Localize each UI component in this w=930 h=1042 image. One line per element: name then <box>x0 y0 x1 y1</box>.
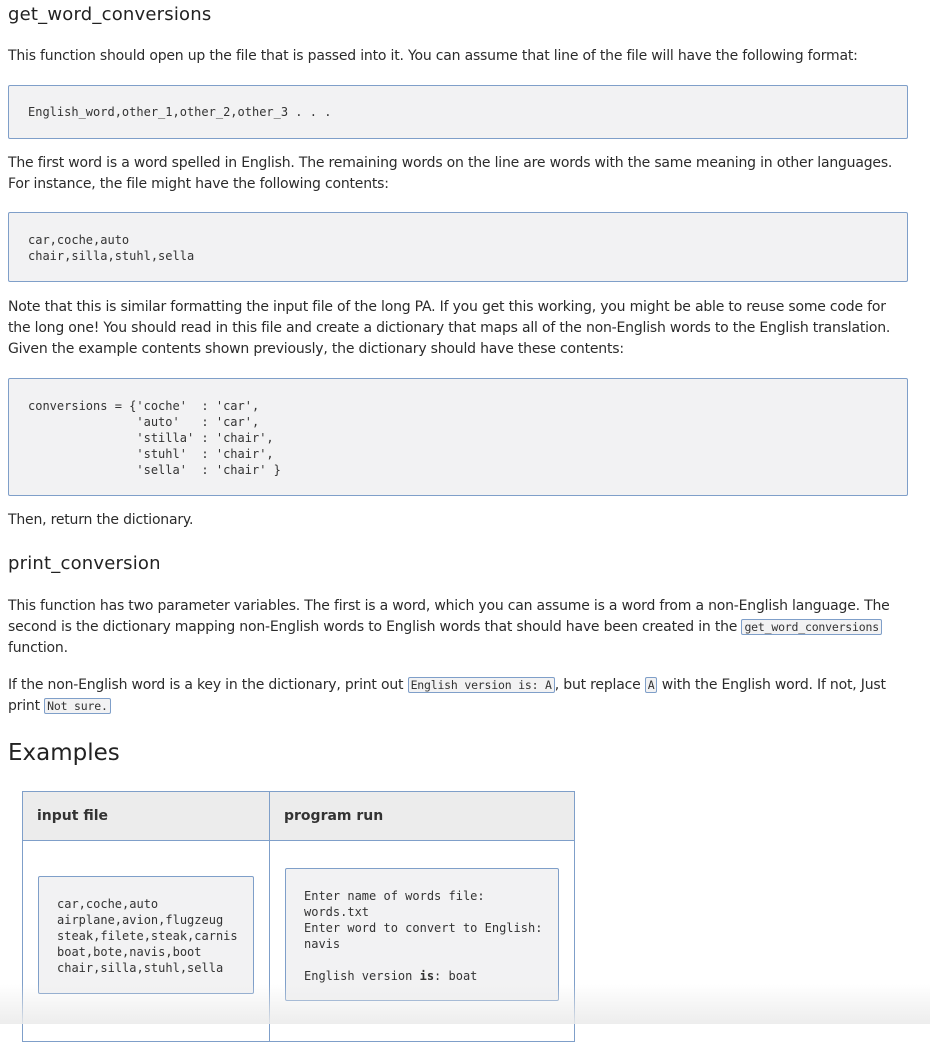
inline-code-get-word-conversions: get_word_conversions <box>741 619 881 635</box>
inline-code-english-version: English version is: A <box>408 677 555 693</box>
input-file-code: car,coche,auto airplane,avion,flugzeug steak,filete,steak,carnis boat,bote,navis,boot chair,silla,stuhl,sella <box>57 897 238 975</box>
column-header-program-run: program run <box>270 792 575 841</box>
section-title-get-word-conversions: get_word_conversions <box>8 4 212 25</box>
inline-code-a: A <box>645 677 658 693</box>
dictionary-code-block <box>8 378 908 496</box>
run-line-1: Enter name of words file: <box>304 889 485 903</box>
note-paragraph: Note that this is similar formatting the input file of the long PA. If you get this working, you might be able to reuse some code for the long one! You should read in this file and create a dictionary that maps all of the non-English words to the English translation. Given the example contents shown previously, the dictionary should have these contents: <box>8 299 891 357</box>
run-line-3: Enter word to convert to English: <box>304 921 543 935</box>
examples-table <box>22 791 575 1042</box>
print-conversion-paragraph-2 <box>8 675 908 717</box>
run-line-5-b: : boat <box>434 969 478 983</box>
para2-text-a: If the non-English word is a key in the dictionary, print out <box>8 677 408 693</box>
input-file-code-block <box>38 876 254 994</box>
inline-code-not-sure: Not sure. <box>44 698 111 714</box>
run-line-4: navis <box>304 937 341 951</box>
sample-file-code-block <box>8 212 908 282</box>
examples-table-row <box>23 841 575 1042</box>
first-word-paragraph: The first word is a word spelled in English. The remaining words on the line are words with the same meaning in other languages. For instance, the file might have the following contents: <box>8 155 893 192</box>
return-paragraph: Then, return the dictionary. <box>8 512 194 528</box>
para1-text-b: function. <box>8 640 68 656</box>
program-run-output <box>304 888 542 984</box>
para1-text-a: This function has two parameter variables. The first is a word, which you can assume is a word from a non-English language. The second is the dictionary mapping non-English words to English words that should have been created in the <box>8 598 890 635</box>
run-line-5-keyword: is <box>419 969 435 983</box>
run-line-5-a: English version <box>304 969 420 983</box>
dictionary-code: conversions = {'coche' : 'car', 'auto' : 'car', 'stilla' : 'chair', 'stuhl' : 'chair', 'sella' : 'chair' } <box>28 399 281 477</box>
examples-heading: Examples <box>8 740 120 766</box>
intro-paragraph: This function should open up the file that is passed into it. You can assume that line of the file will have the following format: <box>8 48 858 64</box>
program-run-code-block <box>285 868 559 1001</box>
run-line-2: words.txt <box>304 905 370 919</box>
sample-file-code: car,coche,auto chair,silla,stuhl,sella <box>28 233 195 263</box>
section-title-print-conversion: print_conversion <box>8 553 161 574</box>
column-header-input-file: input file <box>23 792 270 841</box>
format-code: English_word,other_1,other_2,other_3 . . . <box>28 105 332 119</box>
print-conversion-paragraph-1 <box>8 596 908 659</box>
input-file-cell <box>23 841 270 1042</box>
examples-table-header-row <box>23 792 575 841</box>
para2-text-b: , but replace <box>554 677 645 693</box>
para2-text-c: with the English word. If not, Just print <box>8 677 886 714</box>
format-code-block <box>8 85 908 139</box>
program-run-cell <box>270 841 575 1042</box>
